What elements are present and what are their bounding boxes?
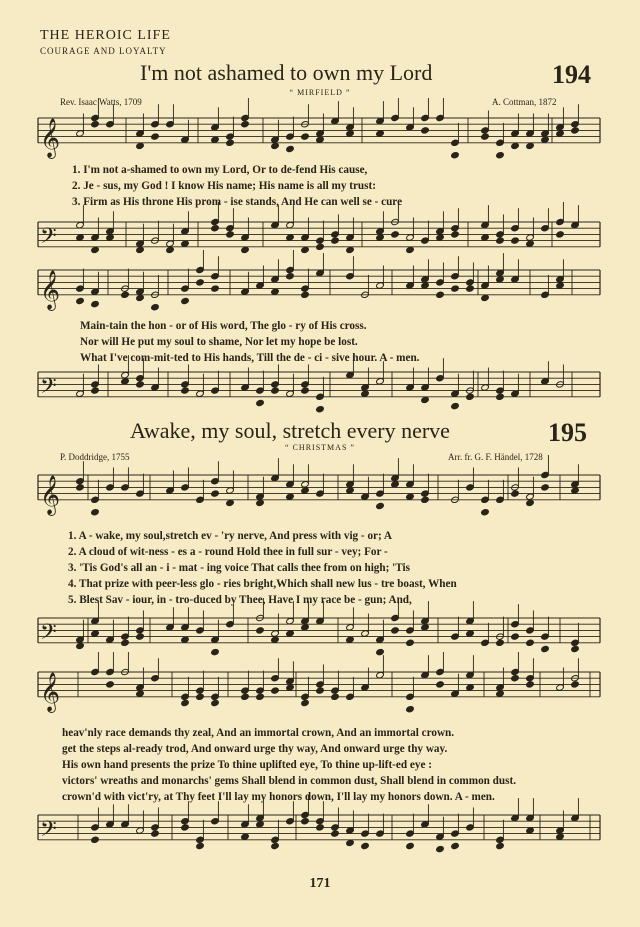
note-head — [466, 684, 475, 691]
note-head — [136, 690, 145, 697]
note-head — [256, 499, 265, 506]
note-head — [151, 830, 160, 837]
note-head — [196, 279, 205, 286]
note-head — [331, 693, 340, 700]
note-head — [91, 121, 100, 128]
lyric-line: His own hand presents the prize To thine uplifted eye, To thine up-lift-ed eye : — [62, 759, 432, 771]
note-head — [91, 509, 100, 516]
note-head — [406, 842, 415, 849]
note-head — [91, 630, 100, 637]
note-head — [76, 297, 85, 304]
note-head — [241, 121, 250, 128]
section-title: THE HEROIC LIFE — [40, 28, 171, 43]
note-head — [421, 496, 430, 503]
note-head — [121, 639, 130, 646]
note-head — [541, 136, 550, 143]
note-head — [526, 681, 535, 688]
note-head — [211, 490, 220, 497]
treble-clef-icon: 𝄞 — [40, 474, 61, 515]
note-head — [241, 246, 250, 253]
note-head — [211, 225, 220, 232]
note-head — [106, 234, 115, 241]
note-head — [181, 297, 190, 304]
note-head — [136, 142, 145, 149]
note-head — [451, 285, 460, 292]
note-head — [406, 706, 415, 713]
note-head — [331, 237, 340, 244]
lyric-line: get the steps al-ready trod, And onward urge thy way, And onward urge thy way. — [62, 743, 448, 755]
note-head — [571, 681, 580, 688]
bass-clef-icon: 𝄢 — [40, 816, 57, 847]
note-head — [511, 490, 520, 497]
tune-name: “ CHRISTMAS ” — [285, 443, 355, 452]
note-head — [76, 642, 85, 649]
note-head — [556, 231, 565, 238]
note-head — [511, 142, 520, 149]
note-head — [391, 627, 400, 634]
note-head — [211, 699, 220, 706]
note-head — [556, 282, 565, 289]
note-head — [556, 130, 565, 137]
note-head — [376, 648, 385, 655]
note-head — [181, 387, 190, 394]
note-head — [406, 493, 415, 500]
note-head — [316, 243, 325, 250]
note-head — [571, 487, 580, 494]
note-head — [121, 378, 130, 385]
lyric-line: 2. Je - sus, my God ! I know His name; His name is all my trust: — [72, 180, 376, 192]
treble-clef-icon: 𝄞 — [40, 269, 61, 310]
note-head — [331, 830, 340, 837]
note-head — [526, 240, 535, 247]
note-head — [361, 842, 370, 849]
note-head — [196, 693, 205, 700]
note-head — [91, 836, 100, 843]
note-head — [136, 381, 145, 388]
note-head — [526, 499, 535, 506]
note-head — [256, 821, 265, 828]
note-head — [496, 237, 505, 244]
note-head — [301, 487, 310, 494]
note-head — [526, 639, 535, 646]
bass-clef-icon: 𝄢 — [40, 373, 57, 404]
note-head — [376, 234, 385, 241]
note-head — [286, 234, 295, 241]
note-head — [451, 231, 460, 238]
note-head — [301, 818, 310, 825]
note-head — [256, 627, 265, 634]
note-head — [436, 845, 445, 852]
note-head — [271, 288, 280, 295]
note-head — [376, 130, 385, 137]
note-head — [151, 133, 160, 140]
note-head — [436, 234, 445, 241]
note-head — [421, 624, 430, 631]
hymn-number: 195 — [548, 418, 587, 447]
note-head — [91, 387, 100, 394]
lyric-line: 3. Firm as His throne His prom - ise stands, And He can well se - cure — [72, 196, 403, 208]
note-head — [301, 133, 310, 140]
note-head — [286, 684, 295, 691]
note-head — [496, 690, 505, 697]
hymn-title: Awake, my soul, stretch every nerve — [130, 418, 450, 443]
note-head — [286, 273, 295, 280]
note-head — [421, 127, 430, 134]
note-head — [226, 231, 235, 238]
note-head — [406, 246, 415, 253]
lyric-line: 1. A - wake, my soul,stretch ev - 'ry nerve, And press with vig - or; A — [68, 530, 393, 542]
note-head — [571, 645, 580, 652]
note-head — [241, 833, 250, 840]
lyric-line: 2. A cloud of wit-ness - es a - round Hold thee in full sur - vey; For - — [68, 546, 388, 558]
note-head — [136, 246, 145, 253]
bass-clef-icon: 𝄢 — [40, 223, 57, 254]
note-head — [226, 499, 235, 506]
note-head — [91, 246, 100, 253]
note-head — [76, 234, 85, 241]
note-head — [466, 285, 475, 292]
note-head — [271, 687, 280, 694]
note-head — [271, 842, 280, 849]
hymn-number: 194 — [552, 60, 591, 89]
lyric-line: 1. I'm not a-shamed to own my Lord, Or to de-fend His cause, — [72, 164, 368, 176]
note-head — [511, 675, 520, 682]
lyric-line: Nor will He put my soul to shame, Nor let my hope be lost. — [80, 336, 358, 348]
note-head — [106, 681, 115, 688]
note-head — [436, 291, 445, 298]
note-head — [376, 502, 385, 509]
note-head — [481, 133, 490, 140]
note-head — [361, 390, 370, 397]
note-head — [76, 484, 85, 491]
note-head — [451, 402, 460, 409]
note-head — [316, 824, 325, 831]
note-head — [421, 282, 430, 289]
author-credit: Rev. Isaac Watts, 1709 — [60, 97, 142, 107]
note-head — [346, 487, 355, 494]
note-head — [481, 509, 490, 516]
note-head — [91, 300, 100, 307]
note-head — [211, 136, 220, 143]
note-head — [571, 127, 580, 134]
note-head — [166, 246, 175, 253]
note-head — [406, 639, 415, 646]
note-head — [181, 240, 190, 247]
treble-clef-icon: 𝄞 — [40, 671, 61, 712]
note-head — [211, 648, 220, 655]
note-head — [496, 393, 505, 400]
note-head — [286, 493, 295, 500]
hymn-title: I'm not ashamed to own my Lord — [140, 60, 433, 85]
note-head — [136, 633, 145, 640]
note-head — [181, 699, 190, 706]
note-head — [541, 484, 550, 491]
note-head — [301, 387, 310, 394]
composer-credit: Arr. fr. G. F. Händel, 1728 — [448, 452, 543, 462]
note-head — [346, 130, 355, 137]
note-head — [226, 139, 235, 146]
lyric-line: victors' wreaths and monarchs' gems Shall blend in common dust, Shall blend in common dust. — [62, 775, 517, 787]
note-head — [346, 636, 355, 643]
note-head — [286, 630, 295, 637]
composer-credit: A. Cottman, 1872 — [492, 97, 557, 107]
note-head — [181, 824, 190, 831]
note-head — [496, 639, 505, 646]
note-head — [301, 246, 310, 253]
note-head — [346, 246, 355, 253]
note-head — [256, 399, 265, 406]
note-head — [136, 294, 145, 301]
note-head — [256, 693, 265, 700]
note-head — [271, 142, 280, 149]
note-head — [466, 393, 475, 400]
note-head — [241, 693, 250, 700]
note-head — [301, 624, 310, 631]
note-head — [511, 237, 520, 244]
note-head — [316, 406, 325, 413]
lyric-line: What I've com-mit-ted to His hands, Till the de - ci - sive hour. A - men. — [80, 352, 420, 364]
note-head — [451, 842, 460, 849]
note-head — [541, 645, 550, 652]
lyric-line: 4. That prize with peer-less glo - ries bright,Which shall new lus - tre boast, When — [68, 578, 457, 590]
note-head — [391, 231, 400, 238]
note-head — [121, 291, 130, 298]
note-head — [481, 294, 490, 301]
lyric-line: 5. Blest Sav - iour, in - tro-duced by Thee, Have I my race be - gun; And, — [68, 594, 412, 606]
lyric-line: Main-tain the hon - or of His word, The glo - ry of His cross. — [80, 320, 367, 332]
note-head — [511, 633, 520, 640]
section-subtitle: COURAGE AND LOYALTY — [40, 46, 167, 56]
bass-clef-icon: 𝄢 — [40, 619, 57, 650]
note-head — [301, 699, 310, 706]
note-head — [436, 681, 445, 688]
treble-clef-icon: 𝄞 — [40, 117, 61, 158]
lyric-line: 3. 'Tis God's all an - i - mat - ing voice That calls thee from on high; 'Tis — [68, 562, 410, 574]
note-head — [451, 152, 460, 159]
note-head — [496, 842, 505, 849]
lyric-line: crown'd with vict'ry, at Thy feet I'll lay my honors down, I'll lay my honors down. A - men. — [62, 791, 495, 803]
author-credit: P. Doddridge, 1755 — [60, 452, 130, 462]
note-head — [466, 630, 475, 637]
note-head — [421, 396, 430, 403]
note-head — [316, 687, 325, 694]
note-head — [271, 387, 280, 394]
note-head — [496, 276, 505, 283]
note-head — [271, 636, 280, 643]
note-head — [301, 291, 310, 298]
note-head — [496, 152, 505, 159]
note-head — [346, 839, 355, 846]
note-head — [481, 234, 490, 241]
note-head — [181, 636, 190, 643]
page-number: 171 — [309, 876, 331, 891]
note-head — [196, 842, 205, 849]
tune-name: “ MIRFIELD ” — [289, 88, 351, 97]
note-head — [286, 145, 295, 152]
note-head — [151, 304, 160, 311]
note-head — [526, 827, 535, 834]
note-head — [211, 285, 220, 292]
note-head — [391, 481, 400, 488]
lyric-line: heav'nly race demands thy zeal, And an immortal crown, And an immortal crown. — [62, 727, 455, 739]
note-head — [316, 136, 325, 143]
note-head — [526, 142, 535, 149]
note-head — [556, 833, 565, 840]
